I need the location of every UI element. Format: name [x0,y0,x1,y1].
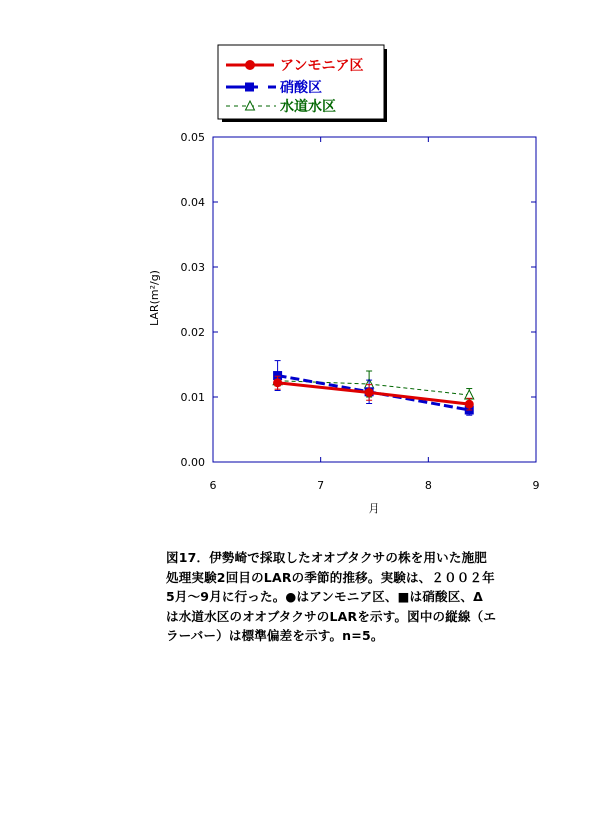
caption-line: ラーバー）は標準偏差を示す。n=5。 [166,628,384,643]
data-point-circle [273,378,282,387]
y-tick-label: 0.04 [180,196,205,209]
series-1 [273,361,474,416]
x-axis-label: 月 [368,502,380,515]
figure-caption [166,548,566,646]
x-tick-label: 8 [424,479,432,492]
legend-shadow-right [384,49,387,122]
legend-label: 水道水区 [280,99,336,115]
y-tick-label: 0.00 [180,456,205,469]
data-point-circle [465,400,474,409]
y-axis-label: LAR(m²/g) [148,270,161,326]
y-tick-label: 0.03 [180,261,205,274]
legend-marker-square [245,83,254,92]
legend-label: 硝酸区 [280,80,322,96]
caption-line: は水道水区のオオブタクサのLARを示す。図中の縦線（エ [166,608,497,624]
legend-shadow-bottom [222,119,387,122]
y-tick-label: 0.01 [180,391,205,404]
x-tick-label: 7 [317,479,325,492]
legend-label: アンモニア区 [280,58,364,74]
x-tick-label: 6 [209,479,217,492]
x-tick-label: 9 [532,479,540,492]
y-tick-label: 0.02 [180,326,205,339]
caption-line: 5月～9月に行った。●はアンモニア区、■は硝酸区、Δ [166,589,483,604]
y-tick-label: 0.05 [180,131,205,144]
plot-frame [213,137,536,462]
legend [218,45,387,122]
legend-marker-circle [245,60,255,70]
caption-line: 図17．伊勢崎で採取したオオブタクサの株を用いた施肥 [166,550,487,565]
caption-line: 処理実験2回目のLARの季節的推移。実験は、２００２年 [166,569,495,585]
data-point-circle [365,388,374,397]
